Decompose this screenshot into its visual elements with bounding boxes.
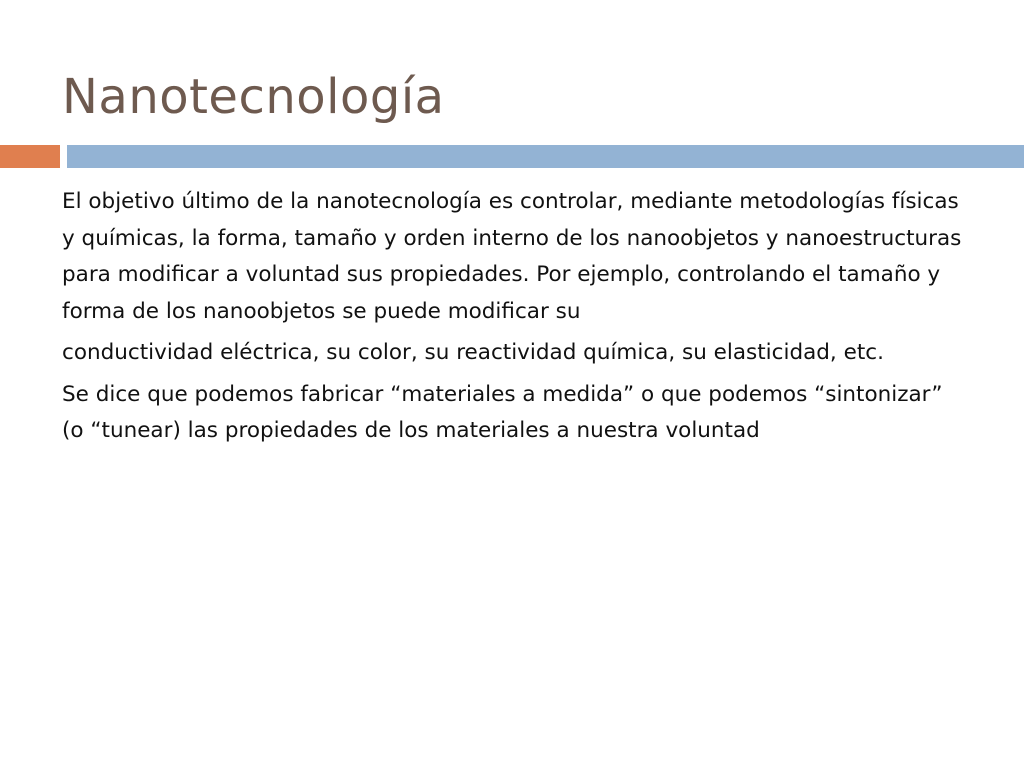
slide-title: Nanotecnología [62,69,445,125]
paragraph-properties: conductividad eléctrica, su color, su reactividad química, su elasticidad, etc. [62,340,884,365]
accent-bar-blue [67,145,1024,168]
slide-body [62,184,962,455]
paragraph-objective: El objetivo último de la nanotecnología es controlar, mediante metodologías físicas y químicas, la forma, tamaño y orden interno de los nanoobjetos y nanoestructuras para modificar a voluntad sus propiedades. Por ejemplo, controlando el tamaño y forma de los nanoobjetos se puede modificar su [62,189,962,324]
paragraph-materials: Se dice que podemos fabricar “materiales a medida” o que podemos “sintonizar” (o “tunear) las propiedades de los materiales a nuestra voluntad [62,381,943,443]
accent-bar-orange [0,145,60,168]
